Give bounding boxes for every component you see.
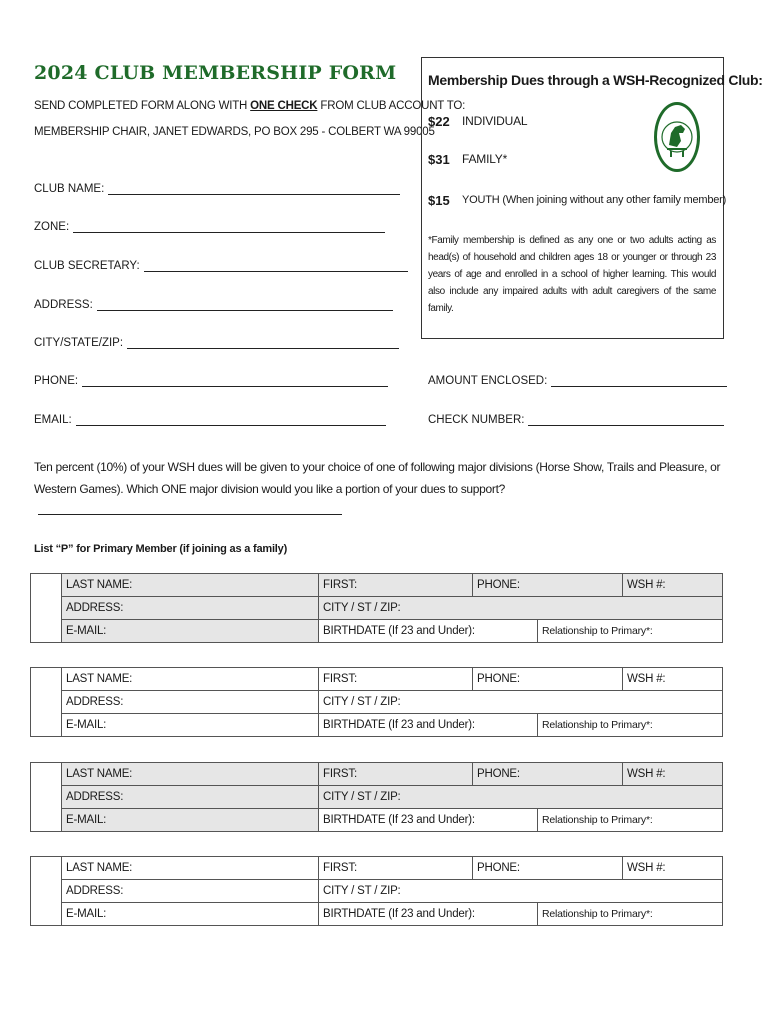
member-row-address xyxy=(31,786,723,809)
member-row-address xyxy=(31,691,723,714)
address-cell[interactable]: ADDRESS: xyxy=(62,691,319,714)
birthdate-cell[interactable]: BIRTHDATE (If 23 and Under): xyxy=(319,809,538,832)
phone-label: PHONE: xyxy=(34,375,79,387)
phone-cell[interactable]: PHONE: xyxy=(473,574,623,597)
email-cell[interactable]: E-MAIL: xyxy=(62,714,319,737)
address-cell[interactable]: ADDRESS: xyxy=(62,597,319,620)
email-cell[interactable]: E-MAIL: xyxy=(62,809,319,832)
city-state-zip-line[interactable] xyxy=(127,336,399,349)
amount-enclosed-field[interactable] xyxy=(428,374,727,387)
send-instruction xyxy=(34,100,465,112)
phone-cell[interactable]: PHONE: xyxy=(473,763,623,786)
zone-label: ZONE: xyxy=(34,221,70,233)
city-state-zip-cell[interactable]: CITY / ST / ZIP: xyxy=(319,597,723,620)
relationship-cell[interactable]: Relationship to Primary*: xyxy=(538,809,723,832)
phone-cell[interactable]: PHONE: xyxy=(473,857,623,880)
email-line[interactable] xyxy=(76,413,386,426)
city-state-zip-label: CITY/STATE/ZIP: xyxy=(34,337,124,349)
address-field[interactable] xyxy=(34,298,393,311)
member-table-1 xyxy=(30,573,723,643)
wsh-number-cell[interactable]: WSH #: xyxy=(623,668,723,691)
wsh-horse-logo-icon xyxy=(654,102,700,172)
member-row-email xyxy=(31,809,723,832)
last-name-cell[interactable]: LAST NAME: xyxy=(62,857,319,880)
dues-label-individual: INDIVIDUAL xyxy=(462,114,528,128)
send-prefix: SEND COMPLETED FORM ALONG WITH xyxy=(34,100,248,112)
family-definition-note: *Family membership is defined as any one or two adults acting as head(s) of household and children ages 18 or younger or through 23 years of age and enrolled in a school of higher learning. This would also include any impaired adults with adult caregivers of the same family. xyxy=(428,235,716,314)
email-cell[interactable]: E-MAIL: xyxy=(62,620,319,643)
dues-amount-individual: $22 xyxy=(428,114,450,129)
amount-enclosed-line[interactable] xyxy=(551,374,727,387)
send-suffix: FROM CLUB ACCOUNT TO: xyxy=(320,100,466,112)
address-cell[interactable]: ADDRESS: xyxy=(62,880,319,903)
zone-field[interactable] xyxy=(34,220,385,233)
city-state-zip-cell[interactable]: CITY / ST / ZIP: xyxy=(319,880,723,903)
member-row-address xyxy=(31,597,723,620)
division-text: Ten percent (10%) of your WSH dues will be given to your choice of one of following major divisions (Horse Show, Trails and Pleasure, or Western Games). Which ONE major division would you like a portion of your dues to support? xyxy=(34,460,721,496)
wsh-number-cell[interactable]: WSH #: xyxy=(623,763,723,786)
birthdate-cell[interactable]: BIRTHDATE (If 23 and Under): xyxy=(319,620,538,643)
address-cell[interactable]: ADDRESS: xyxy=(62,786,319,809)
amount-enclosed-label: AMOUNT ENCLOSED: xyxy=(428,375,548,387)
dues-label-youth: YOUTH (When joining without any other family member) xyxy=(462,194,727,206)
address-label: ADDRESS: xyxy=(34,299,93,311)
club-secretary-field[interactable] xyxy=(34,259,408,272)
list-instruction: List “P” for Primary Member (if joining as a family) xyxy=(34,543,288,555)
check-number-field[interactable] xyxy=(428,413,724,426)
club-name-line[interactable] xyxy=(108,182,400,195)
mailing-address: MEMBERSHIP CHAIR, JANET EDWARDS, PO BOX 295 - COLBERT WA 99005 xyxy=(34,126,435,138)
member-table-3 xyxy=(30,762,723,832)
member-row-name xyxy=(31,574,723,597)
last-name-cell[interactable]: LAST NAME: xyxy=(62,668,319,691)
phone-line[interactable] xyxy=(82,374,388,387)
relationship-cell[interactable]: Relationship to Primary*: xyxy=(538,714,723,737)
birthdate-cell[interactable]: BIRTHDATE (If 23 and Under): xyxy=(319,903,538,926)
club-name-label: CLUB NAME: xyxy=(34,183,105,195)
member-row-name xyxy=(31,857,723,880)
primary-marker-box[interactable] xyxy=(31,574,62,643)
check-number-label: CHECK NUMBER: xyxy=(428,414,525,426)
wsh-number-cell[interactable]: WSH #: xyxy=(623,574,723,597)
primary-marker-box[interactable] xyxy=(31,763,62,832)
division-paragraph xyxy=(34,456,724,522)
member-table-4 xyxy=(30,856,723,926)
dues-amount-family: $31 xyxy=(428,152,450,167)
phone-field[interactable] xyxy=(34,374,388,387)
relationship-cell[interactable]: Relationship to Primary*: xyxy=(538,903,723,926)
email-cell[interactable]: E-MAIL: xyxy=(62,903,319,926)
member-row-email xyxy=(31,714,723,737)
club-secretary-line[interactable] xyxy=(144,259,408,272)
last-name-cell[interactable]: LAST NAME: xyxy=(62,574,319,597)
first-name-cell[interactable]: FIRST: xyxy=(319,763,473,786)
member-row-email xyxy=(31,903,723,926)
city-state-zip-field[interactable] xyxy=(34,336,399,349)
city-state-zip-cell[interactable]: CITY / ST / ZIP: xyxy=(319,691,723,714)
primary-marker-box[interactable] xyxy=(31,668,62,737)
division-choice-line[interactable] xyxy=(38,504,342,515)
city-state-zip-cell[interactable]: CITY / ST / ZIP: xyxy=(319,786,723,809)
dues-amount-youth: $15 xyxy=(428,193,450,208)
member-table-2 xyxy=(30,667,723,737)
form-title: 2024 CLUB MEMBERSHIP FORM xyxy=(34,62,397,84)
member-row-email xyxy=(31,620,723,643)
dues-title: Membership Dues through a WSH-Recognized Club: xyxy=(428,72,763,88)
first-name-cell[interactable]: FIRST: xyxy=(319,668,473,691)
phone-cell[interactable]: PHONE: xyxy=(473,668,623,691)
birthdate-cell[interactable]: BIRTHDATE (If 23 and Under): xyxy=(319,714,538,737)
email-field[interactable] xyxy=(34,413,386,426)
club-name-field[interactable] xyxy=(34,182,400,195)
relationship-cell[interactable]: Relationship to Primary*: xyxy=(538,620,723,643)
address-line[interactable] xyxy=(97,298,393,311)
last-name-cell[interactable]: LAST NAME: xyxy=(62,763,319,786)
club-secretary-label: CLUB SECRETARY: xyxy=(34,260,140,272)
first-name-cell[interactable]: FIRST: xyxy=(319,574,473,597)
member-row-name xyxy=(31,763,723,786)
wsh-number-cell[interactable]: WSH #: xyxy=(623,857,723,880)
member-row-address xyxy=(31,880,723,903)
dues-label-family: FAMILY* xyxy=(462,152,508,166)
primary-marker-box[interactable] xyxy=(31,857,62,926)
zone-line[interactable] xyxy=(73,220,385,233)
member-row-name xyxy=(31,668,723,691)
email-label: EMAIL: xyxy=(34,414,72,426)
check-number-line[interactable] xyxy=(528,413,724,426)
send-emphasis: ONE CHECK xyxy=(250,100,318,112)
first-name-cell[interactable]: FIRST: xyxy=(319,857,473,880)
